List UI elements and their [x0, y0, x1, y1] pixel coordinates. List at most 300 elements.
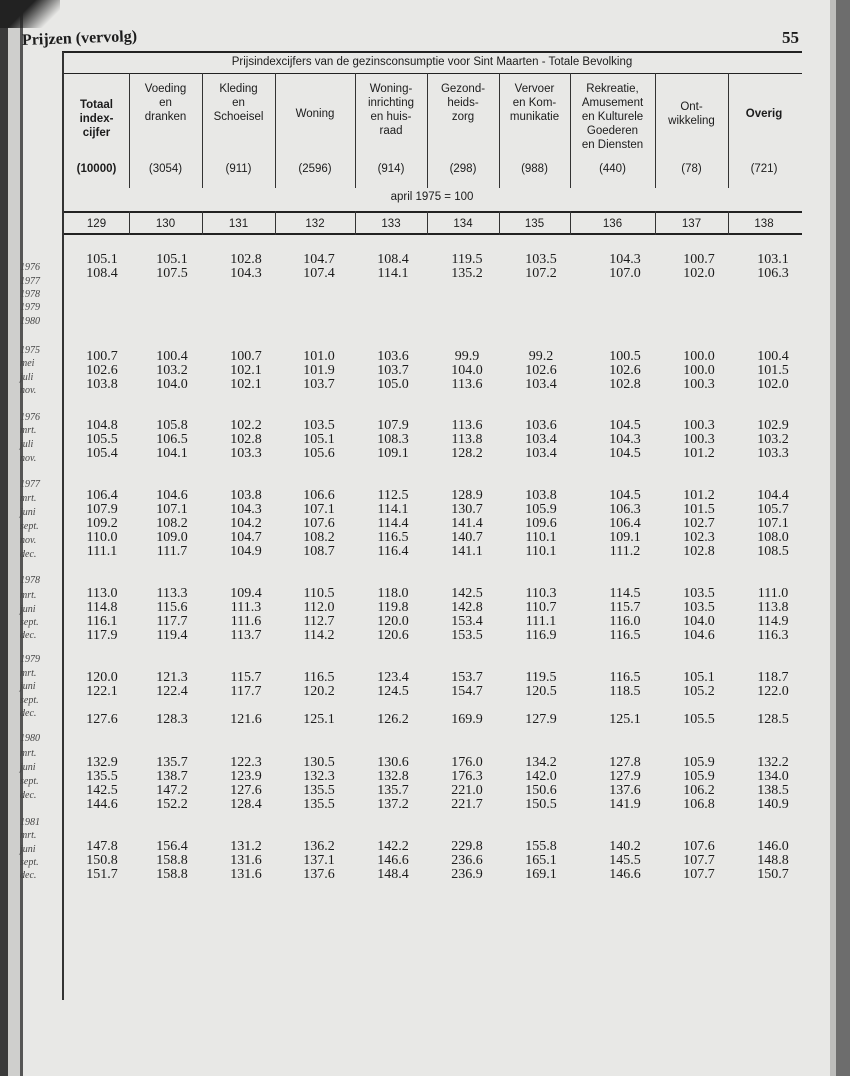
margin-label: juli: [20, 372, 34, 383]
table-cell: 105.1: [86, 252, 118, 267]
table-cell: 106.2: [683, 783, 715, 798]
table-cell: 125.1: [303, 712, 335, 727]
margin-label: sept.: [20, 695, 39, 706]
table-cell: 103.3: [757, 446, 789, 461]
table-cell: 113.0: [86, 586, 118, 601]
table-cell: 141.4: [451, 516, 483, 531]
table-cell: 101.9: [303, 363, 335, 378]
table-cell: 137.6: [609, 783, 641, 798]
margin-label: dec.: [20, 708, 37, 719]
table-cell: 110.0: [86, 530, 118, 545]
column-divider: [427, 73, 428, 188]
table-cell: 151.7: [86, 867, 118, 882]
margin-label: 1976: [20, 412, 40, 423]
table-cell: 158.8: [156, 867, 188, 882]
column-weight: (10000): [76, 163, 117, 175]
table-cell: 103.3: [230, 446, 262, 461]
table-cell: 104.5: [609, 418, 641, 433]
margin-label: mrt.: [20, 830, 37, 841]
column-weight: (440): [599, 163, 626, 175]
table-cell: 100.7: [230, 349, 262, 364]
column-number: 136: [602, 218, 623, 230]
table-cell: 127.9: [525, 712, 557, 727]
table-cell: 128.2: [451, 446, 483, 461]
table-cell: 153.7: [451, 670, 483, 685]
column-weight: (298): [449, 163, 477, 175]
table-cell: 144.6: [86, 797, 118, 812]
column-divider: [655, 73, 656, 188]
margin-label: nov.: [20, 535, 37, 546]
table-cell: 116.9: [525, 628, 557, 643]
table-cell: 150.8: [86, 853, 118, 868]
table-cell: 107.7: [683, 853, 715, 868]
table-cell: 141.1: [451, 544, 483, 559]
table-cell: 105.4: [86, 446, 118, 461]
table-cell: 110.1: [525, 530, 557, 545]
base-period: april 1975 = 100: [390, 191, 474, 203]
table-cell: 108.7: [303, 544, 335, 559]
column-weight: (2596): [298, 163, 332, 175]
column-header: Gezond- heids- zorg: [440, 83, 486, 123]
table-cell: 114.5: [609, 586, 641, 601]
table-cell: 110.3: [525, 586, 557, 601]
table-cell: 128.4: [230, 797, 262, 812]
table-cell: 124.5: [377, 684, 409, 699]
table-cell: 107.1: [303, 502, 335, 517]
table-cell: 107.4: [303, 266, 335, 281]
table-cell: 107.7: [683, 867, 715, 882]
table-cell: 122.4: [156, 684, 188, 699]
table-cell: 109.4: [230, 586, 262, 601]
table-cell: 135.2: [451, 266, 483, 281]
table-cell: 150.6: [525, 783, 557, 798]
table-cell: 102.3: [683, 530, 715, 545]
table-cell: 103.8: [230, 488, 262, 503]
table-cell: 101.5: [683, 502, 715, 517]
table-cell: 105.9: [683, 769, 715, 784]
table-cell: 116.1: [86, 614, 118, 629]
table-cell: 104.7: [303, 252, 335, 267]
table-cell: 117.7: [156, 614, 188, 629]
margin-label: 1980: [20, 316, 40, 327]
table-cell: 113.6: [451, 377, 483, 392]
column-divider: [728, 211, 729, 235]
column-divider: [275, 73, 276, 188]
table-cell: 134.2: [525, 755, 557, 770]
table-cell: 138.5: [757, 783, 789, 798]
table-cell: 112.7: [303, 614, 335, 629]
margin-label: 1981: [20, 817, 40, 828]
table-cell: 105.1: [303, 432, 335, 447]
column-divider: [355, 211, 356, 235]
table-cell: 100.0: [683, 363, 715, 378]
table-cell: 117.9: [86, 628, 118, 643]
table-cell: 102.9: [757, 418, 789, 433]
table-cell: 130.7: [451, 502, 483, 517]
table-cell: 114.2: [303, 628, 335, 643]
table-cell: 117.7: [230, 684, 262, 699]
column-divider: [355, 73, 356, 188]
margin-label: 1976: [20, 262, 40, 273]
table-cell: 108.0: [757, 530, 789, 545]
margin-label: 1979: [20, 654, 40, 665]
column-header: Kleding en Schoeisel: [213, 83, 264, 123]
table-cell: 116.5: [377, 530, 409, 545]
table-cell: 105.0: [377, 377, 409, 392]
table-cell: 131.6: [230, 853, 262, 868]
column-weight: (3054): [148, 163, 183, 175]
table-cell: 142.5: [451, 586, 483, 601]
table-cell: 120.5: [525, 684, 557, 699]
table-cell: 107.6: [303, 516, 335, 531]
table-cell: 110.1: [525, 544, 557, 559]
table-cell: 114.8: [86, 600, 118, 615]
table-cell: 109.1: [609, 530, 641, 545]
margin-label: juli: [20, 439, 34, 450]
table-cell: 106.5: [156, 432, 188, 447]
table-cell: 118.5: [609, 684, 641, 699]
column-header: Overig: [745, 108, 783, 120]
table-cell: 155.8: [525, 839, 557, 854]
column-divider: [427, 211, 428, 235]
table-cell: 119.4: [156, 628, 188, 643]
table-cell: 107.1: [757, 516, 789, 531]
table-cell: 101.2: [683, 488, 715, 503]
table-cell: 127.6: [230, 783, 262, 798]
table-cell: 132.3: [303, 769, 335, 784]
page-edge-dark: [836, 0, 850, 1076]
margin-label: 1975: [20, 345, 40, 356]
table-cell: 115.7: [230, 670, 262, 685]
table-cell: 112.5: [377, 488, 409, 503]
margin-label: mrt.: [20, 425, 37, 436]
table-cell: 106.4: [609, 516, 641, 531]
table-cell: 104.7: [230, 530, 262, 545]
table-top-rule: [62, 51, 802, 53]
margin-label: sept.: [20, 857, 39, 868]
table-cell: 150.7: [757, 867, 789, 882]
page-number: 55: [782, 28, 799, 47]
table-cell: 141.9: [609, 797, 641, 812]
column-number: 134: [453, 218, 473, 230]
table-cell: 100.7: [86, 349, 118, 364]
margin-label: juni: [20, 507, 36, 518]
column-number: 130: [155, 218, 176, 230]
table-cell: 103.1: [757, 252, 789, 267]
table-cell: 116.5: [609, 628, 641, 643]
margin-label: mrt.: [20, 668, 37, 679]
table-cell: 108.3: [377, 432, 409, 447]
table-cell: 102.0: [757, 377, 789, 392]
table-cell: 101.5: [757, 363, 789, 378]
table-cell: 107.1: [156, 502, 188, 517]
table-cell: 100.4: [757, 349, 789, 364]
table-cell: 109.0: [156, 530, 188, 545]
table-cell: 106.3: [757, 266, 789, 281]
page-binding-shadow: [0, 0, 8, 1076]
table-cell: 113.3: [156, 586, 188, 601]
table-cell: 130.6: [377, 755, 409, 770]
table-cell: 128.3: [156, 712, 188, 727]
table-cell: 137.2: [377, 797, 409, 812]
table-cell: 109.2: [86, 516, 118, 531]
table-cell: 106.6: [303, 488, 335, 503]
table-cell: 123.4: [377, 670, 409, 685]
table-cell: 107.9: [86, 502, 118, 517]
margin-label: nov.: [20, 453, 37, 464]
table-cell: 100.4: [156, 349, 188, 364]
table-cell: 100.5: [609, 349, 641, 364]
table-cell: 119.5: [525, 670, 557, 685]
margin-label: juni: [20, 604, 36, 615]
table-cell: 135.5: [303, 797, 335, 812]
table-cell: 123.9: [230, 769, 262, 784]
table-cell: 99.2: [528, 349, 554, 364]
table-cell: 176.3: [451, 769, 483, 784]
table-cell: 108.4: [86, 266, 118, 281]
table-cell: 158.8: [156, 853, 188, 868]
table-cell: 142.2: [377, 839, 409, 854]
column-header: Rekreatie, Amusement en Kulturele Goederen en Diensten: [581, 83, 644, 151]
table-cell: 104.6: [156, 488, 188, 503]
table-cell: 111.0: [757, 586, 789, 601]
table-cell: 153.5: [451, 628, 483, 643]
margin-label: mrt.: [20, 493, 37, 504]
table-cell: 107.6: [683, 839, 715, 854]
column-divider: [129, 211, 130, 235]
table-cell: 138.7: [156, 769, 188, 784]
table-cell: 147.2: [156, 783, 188, 798]
table-cell: 140.9: [757, 797, 789, 812]
table-cell: 142.5: [86, 783, 118, 798]
table-cell: 101.0: [303, 349, 335, 364]
table-cell: 105.8: [156, 418, 188, 433]
table-cell: 134.0: [757, 769, 789, 784]
table-cell: 103.7: [303, 377, 335, 392]
table-cell: 127.6: [86, 712, 118, 727]
table-cell: 102.6: [609, 363, 641, 378]
table-cell: 99.9: [454, 349, 480, 364]
table-cell: 100.3: [683, 418, 715, 433]
table-cell: 128.9: [451, 488, 483, 503]
table-cell: 114.1: [377, 266, 409, 281]
table-cell: 142.8: [451, 600, 483, 615]
table-cell: 107.2: [525, 266, 557, 281]
table-cell: 146.6: [377, 853, 409, 868]
table-cell: 100.7: [683, 252, 715, 267]
margin-label: sept.: [20, 776, 39, 787]
table-cell: 109.1: [377, 446, 409, 461]
table-cell: 165.1: [525, 853, 557, 868]
table-cell: 107.5: [156, 266, 188, 281]
margin-label: sept.: [20, 617, 39, 628]
column-number: 138: [754, 218, 774, 230]
table-cell: 111.7: [156, 544, 188, 559]
table-cell: 103.5: [303, 418, 335, 433]
table-cell: 102.6: [525, 363, 557, 378]
table-cell: 156.4: [156, 839, 188, 854]
table-cell: 132.2: [757, 755, 789, 770]
column-number: 137: [681, 218, 702, 230]
table-cell: 105.9: [683, 755, 715, 770]
margin-label: juni: [20, 681, 36, 692]
table-cell: 116.0: [609, 614, 641, 629]
table-cell: 169.1: [525, 867, 557, 882]
margin-label: dec.: [20, 870, 37, 881]
column-header: Ont- wikkeling: [668, 101, 715, 127]
base-rule: [62, 211, 802, 213]
table-cell: 113.7: [230, 628, 262, 643]
table-cell: 104.0: [156, 377, 188, 392]
table-cell: 111.1: [86, 544, 118, 559]
table-cell: 100.3: [683, 377, 715, 392]
margin-label: 1978: [20, 575, 40, 586]
table-cell: 101.2: [683, 446, 715, 461]
table-cell: 122.1: [86, 684, 118, 699]
table-cell: 103.8: [525, 488, 557, 503]
table-cell: 113.6: [451, 418, 483, 433]
header-bottom-rule: [62, 233, 802, 235]
column-header: Vervoer en Kom- munikatie: [509, 83, 560, 123]
title-rule: [62, 73, 802, 74]
table-cell: 109.6: [525, 516, 557, 531]
table-cell: 140.2: [609, 839, 641, 854]
column-divider: [570, 73, 571, 188]
table-cell: 125.1: [609, 712, 641, 727]
table-cell: 135.5: [86, 769, 118, 784]
table-cell: 116.4: [377, 544, 409, 559]
table-cell: 236.9: [451, 867, 483, 882]
table-cell: 105.2: [683, 684, 715, 699]
table-cell: 103.7: [377, 363, 409, 378]
table-cell: 108.2: [303, 530, 335, 545]
table-cell: 229.8: [451, 839, 483, 854]
margin-label: dec.: [20, 790, 37, 801]
table-cell: 102.6: [86, 363, 118, 378]
table-cell: 103.2: [156, 363, 188, 378]
column-header: Voeding en dranken: [144, 83, 187, 123]
table-cell: 120.6: [377, 628, 409, 643]
column-divider: [499, 73, 500, 188]
table-cell: 103.6: [525, 418, 557, 433]
table-cell: 110.7: [525, 600, 557, 615]
table-cell: 106.3: [609, 502, 641, 517]
margin-label: dec.: [20, 549, 37, 560]
table-cell: 115.6: [156, 600, 188, 615]
table-cell: 103.4: [525, 432, 557, 447]
table-cell: 104.8: [86, 418, 118, 433]
table-cell: 102.8: [230, 432, 262, 447]
column-number: 132: [305, 218, 325, 230]
table-cell: 118.0: [377, 586, 409, 601]
column-divider: [499, 211, 500, 235]
table-cell: 115.7: [609, 600, 641, 615]
table-cell: 116.5: [609, 670, 641, 685]
table-cell: 104.3: [230, 266, 262, 281]
table-cell: 100.3: [683, 432, 715, 447]
column-divider: [655, 211, 656, 235]
table-cell: 111.1: [525, 614, 557, 629]
table-cell: 121.6: [230, 712, 262, 727]
margin-label: mei: [20, 358, 35, 369]
column-weight: (988): [521, 163, 548, 175]
table-cell: 104.2: [230, 516, 262, 531]
table-cell: 135.7: [377, 783, 409, 798]
margin-label: nov.: [20, 385, 37, 396]
table-cell: 111.6: [230, 614, 262, 629]
column-number: 135: [524, 218, 545, 230]
table-cell: 136.2: [303, 839, 335, 854]
column-divider: [202, 211, 203, 235]
table-cell: 135.7: [156, 755, 188, 770]
margin-label: 1977: [20, 479, 40, 490]
table-cell: 122.0: [757, 684, 789, 699]
column-number: 133: [381, 218, 401, 230]
table-cell: 114.1: [377, 502, 409, 517]
column-weight: (914): [377, 163, 405, 175]
table-cell: 104.6: [683, 628, 715, 643]
table-cell: 102.1: [230, 377, 262, 392]
column-weight: (721): [750, 163, 778, 175]
table-cell: 104.5: [609, 488, 641, 503]
table-cell: 104.9: [230, 544, 262, 559]
column-header: Woning- inrichting en huis- raad: [367, 83, 415, 137]
table-cell: 104.1: [156, 446, 188, 461]
table-cell: 148.4: [377, 867, 409, 882]
table-cell: 105.6: [303, 446, 335, 461]
table-cell: 236.6: [451, 853, 483, 868]
column-weight: (78): [681, 163, 702, 175]
table-cell: 147.8: [86, 839, 118, 854]
table-cell: 104.0: [683, 614, 715, 629]
table-cell: 105.1: [683, 670, 715, 685]
table-cell: 106.8: [683, 797, 715, 812]
column-number: 131: [228, 218, 249, 230]
column-divider: [570, 211, 571, 235]
table-cell: 116.3: [757, 628, 789, 643]
table-cell: 102.8: [683, 544, 715, 559]
table-cell: 112.0: [303, 600, 335, 615]
margin-label: mrt.: [20, 590, 37, 601]
table-cell: 103.5: [525, 252, 557, 267]
margin-label: 1980: [20, 733, 40, 744]
margin-label: 1977: [20, 276, 40, 287]
table-cell: 111.2: [609, 544, 641, 559]
margin-label: juni: [20, 762, 36, 773]
table-cell: 103.4: [525, 377, 557, 392]
table-cell: 111.3: [230, 600, 262, 615]
table-title: Prijsindexcijfers van de gezinsconsumptie voor Sint Maarten - Totale Bevolking: [231, 56, 633, 68]
table-cell: 146.0: [757, 839, 789, 854]
table-cell: 108.5: [757, 544, 789, 559]
table-cell: 122.3: [230, 755, 262, 770]
table-cell: 119.5: [451, 252, 483, 267]
margin-label: dec.: [20, 630, 37, 641]
table-cell: 107.0: [609, 266, 641, 281]
table-cell: 103.5: [683, 600, 715, 615]
table-cell: 103.5: [683, 586, 715, 601]
margin-label: sept.: [20, 521, 39, 532]
table-cell: 153.4: [451, 614, 483, 629]
section-title: Prijzen (vervolg): [21, 27, 138, 50]
table-cell: 103.6: [377, 349, 409, 364]
table-cell: 104.3: [230, 502, 262, 517]
margin-label: 1979: [20, 302, 40, 313]
table-cell: 104.5: [609, 446, 641, 461]
table-cell: 137.6: [303, 867, 335, 882]
table-cell: 105.1: [156, 252, 188, 267]
table-cell: 102.0: [683, 266, 715, 281]
